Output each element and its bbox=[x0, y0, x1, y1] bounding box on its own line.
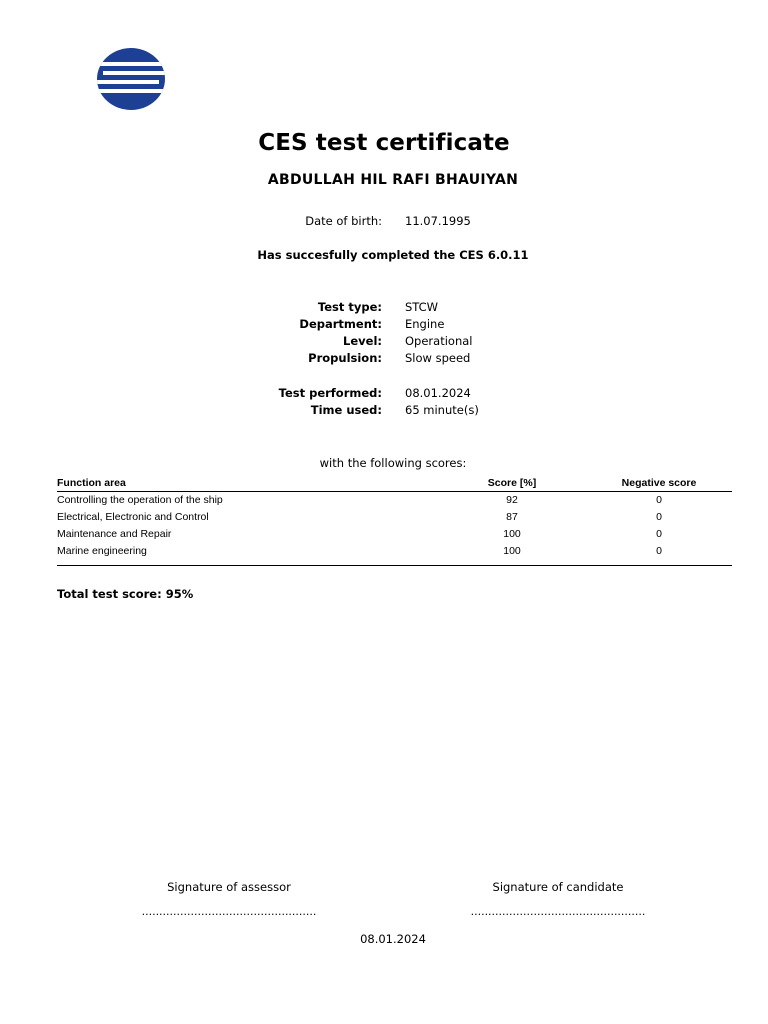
score-cell: 87 bbox=[506, 511, 518, 523]
negative-score-cell: 0 bbox=[656, 528, 662, 540]
total-test-score: Total test score: 95% bbox=[57, 587, 194, 601]
completion-statement: Has succesfully completed the CES 6.0.11 bbox=[257, 248, 529, 262]
level-value: Operational bbox=[405, 334, 473, 348]
score-cell: 100 bbox=[503, 528, 521, 540]
function-area-cell: Marine engineering bbox=[57, 545, 147, 557]
signature-date: 08.01.2024 bbox=[360, 932, 426, 946]
table-row bbox=[57, 510, 732, 527]
table-row bbox=[57, 527, 732, 544]
candidate-name: ABDULLAH HIL RAFI BHAUIYAN bbox=[267, 172, 519, 188]
test-performed-value: 08.01.2024 bbox=[405, 386, 471, 400]
table-row bbox=[57, 493, 732, 510]
score-cell: 92 bbox=[506, 494, 518, 506]
negative-score-cell: 0 bbox=[656, 545, 662, 557]
function-area-cell: Electrical, Electronic and Control bbox=[57, 511, 209, 523]
assessor-signature-line: .................................................. bbox=[141, 905, 317, 918]
test-performed-label: Test performed: bbox=[278, 386, 382, 400]
birth-value: 11.07.1995 bbox=[405, 214, 471, 228]
table-body bbox=[57, 492, 732, 566]
time-used-value: 65 minute(s) bbox=[405, 403, 479, 417]
propulsion-value: Slow speed bbox=[405, 351, 471, 365]
table-row bbox=[57, 544, 732, 561]
assessor-signature-label: Signature of assessor bbox=[167, 880, 291, 894]
score-cell: 100 bbox=[503, 545, 521, 557]
company-logo-icon bbox=[95, 47, 167, 111]
department-value: Engine bbox=[405, 317, 445, 331]
time-used-label: Time used: bbox=[310, 403, 382, 417]
test-type-label: Test type: bbox=[317, 300, 382, 314]
candidate-signature-label: Signature of candidate bbox=[492, 880, 624, 894]
table-header bbox=[57, 476, 732, 492]
candidate-signature-line: .................................................. bbox=[470, 905, 646, 918]
certificate-title: CES test certificate bbox=[258, 130, 510, 156]
header-function-area: Function area bbox=[57, 477, 126, 489]
birth-label: Date of birth: bbox=[305, 214, 382, 228]
scores-table bbox=[57, 476, 732, 566]
test-type-value: STCW bbox=[405, 300, 439, 314]
propulsion-label: Propulsion: bbox=[308, 351, 382, 365]
function-area-cell: Maintenance and Repair bbox=[57, 528, 172, 540]
level-label: Level: bbox=[343, 334, 382, 348]
function-area-cell: Controlling the operation of the ship bbox=[57, 494, 223, 506]
negative-score-cell: 0 bbox=[656, 511, 662, 523]
department-label: Department: bbox=[299, 317, 382, 331]
scores-intro: with the following scores: bbox=[319, 456, 467, 470]
negative-score-cell: 0 bbox=[656, 494, 662, 506]
header-negative-score: Negative score bbox=[621, 477, 697, 489]
header-score: Score [%] bbox=[487, 477, 537, 489]
